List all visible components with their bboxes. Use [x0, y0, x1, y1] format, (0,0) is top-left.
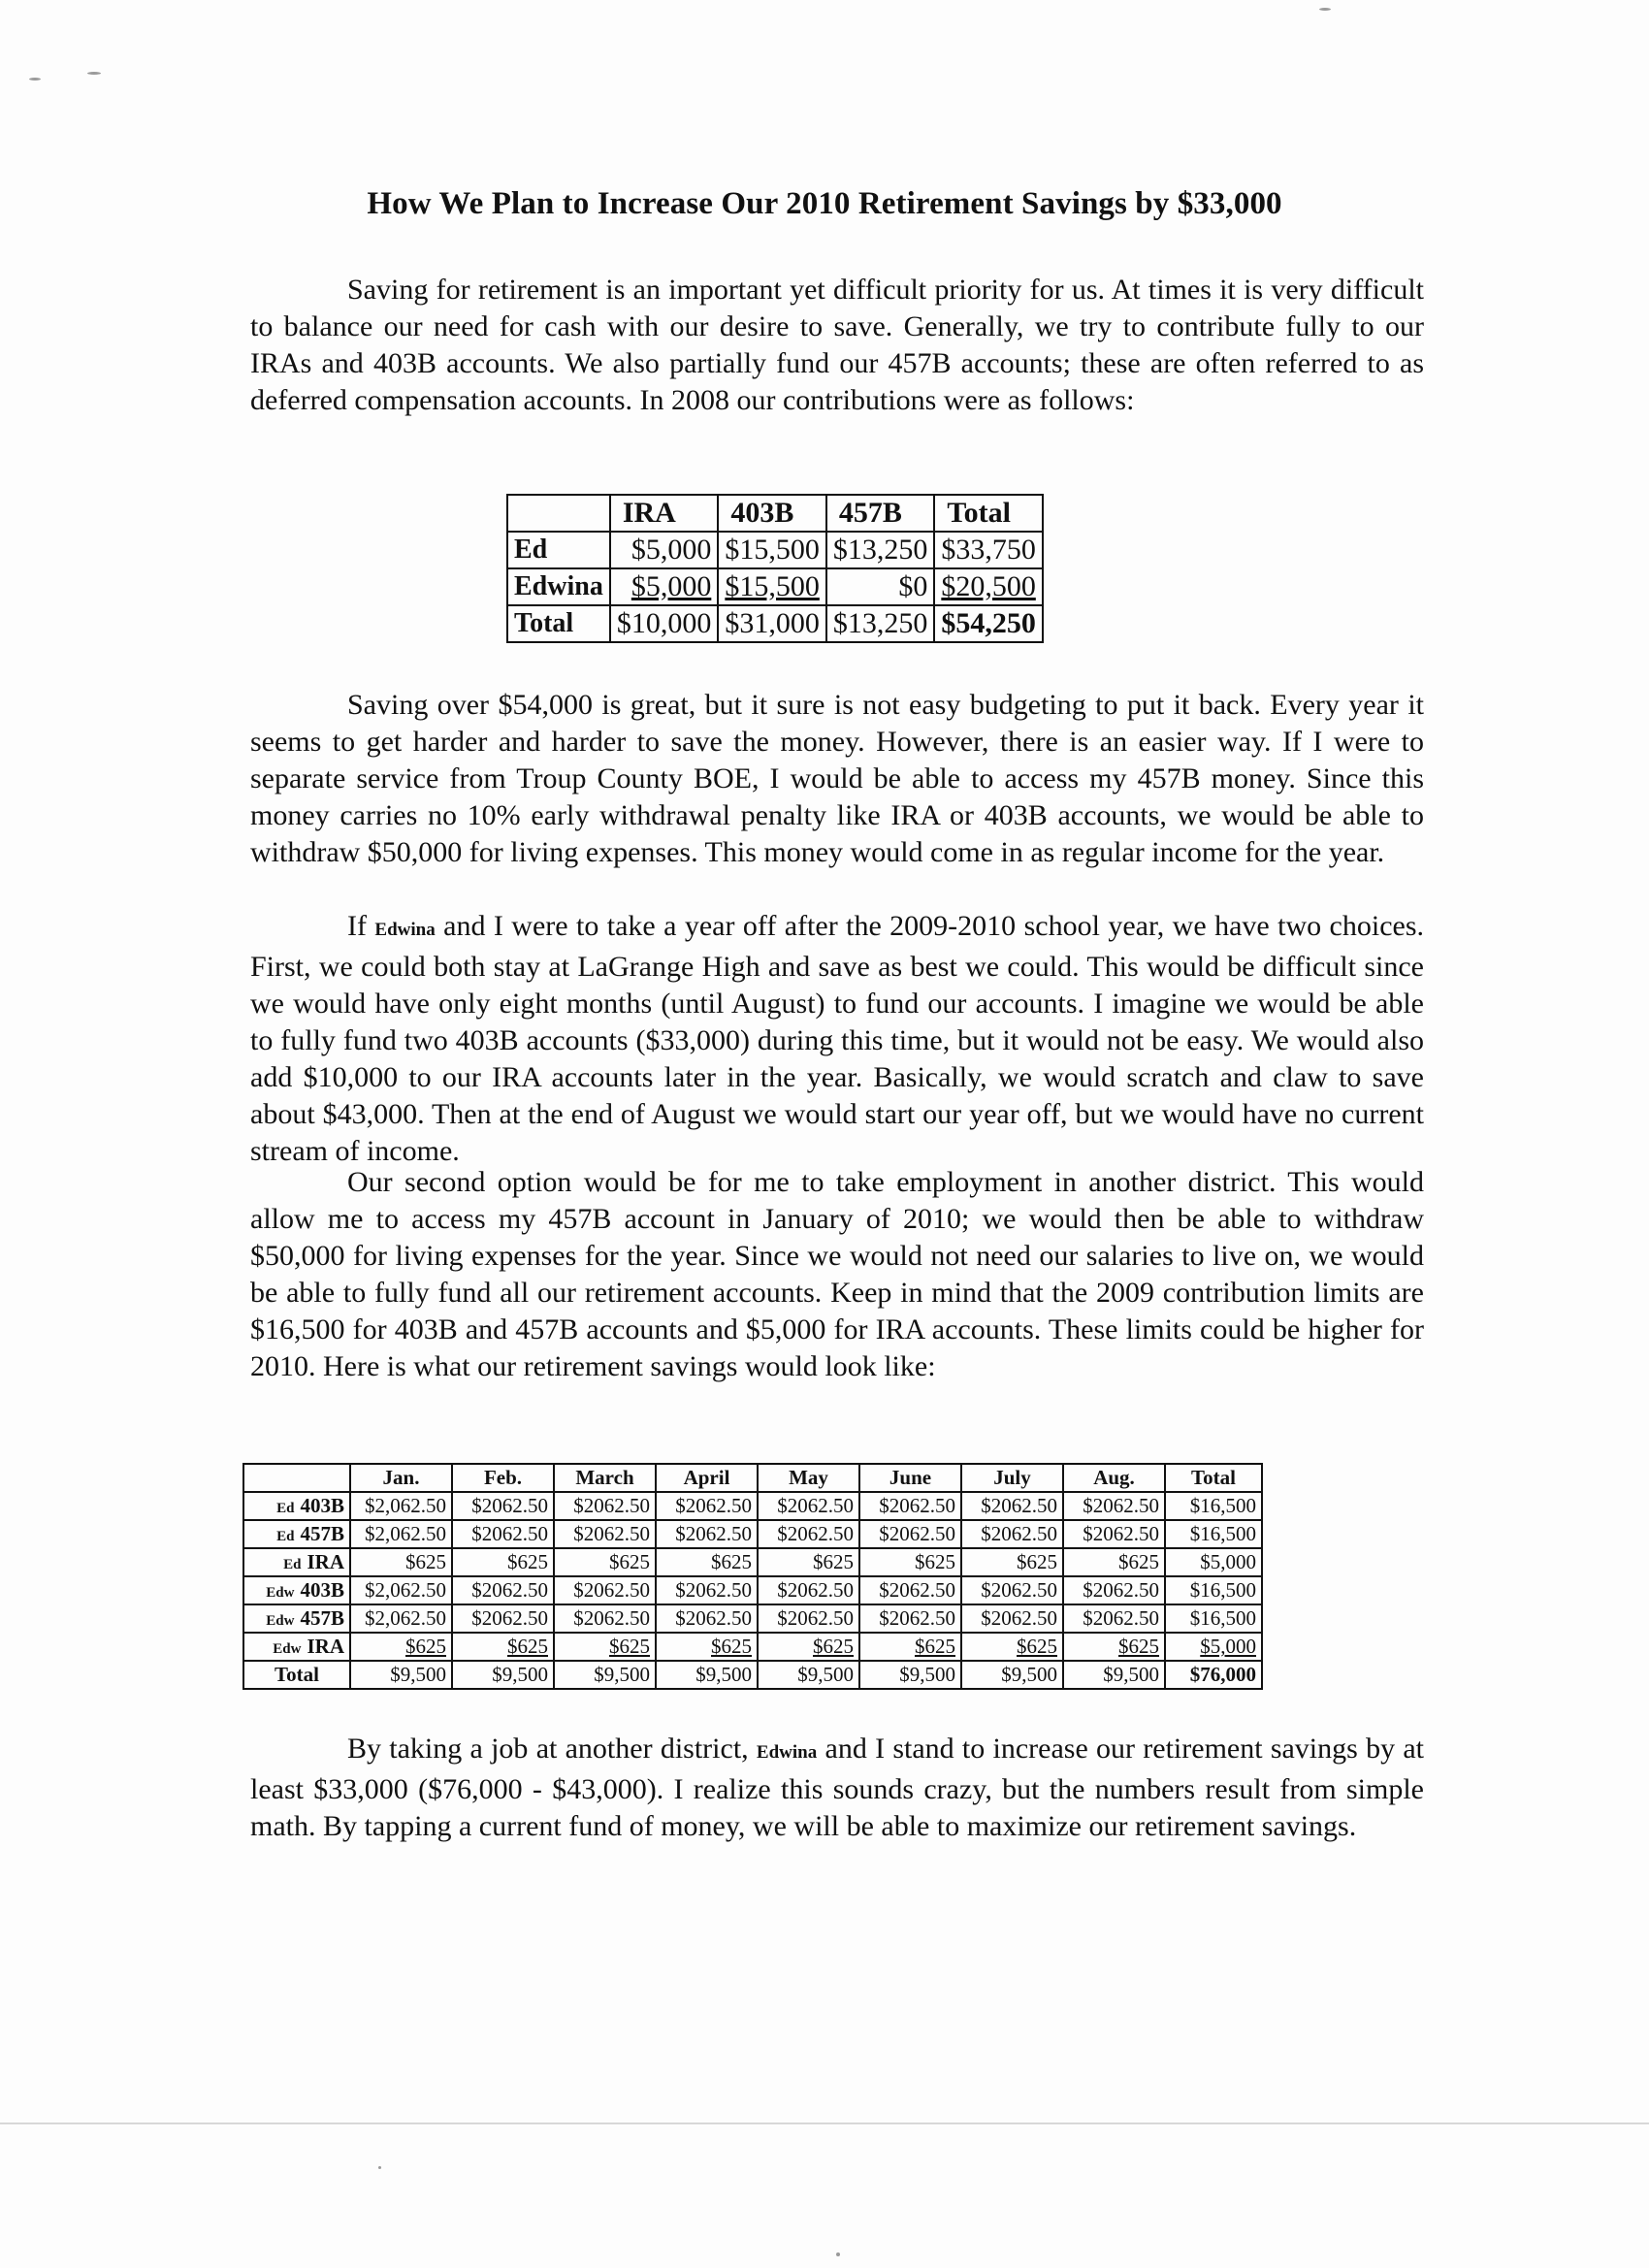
table-cell	[452, 1520, 554, 1548]
cell-value: $54,250	[941, 607, 1036, 639]
row-label	[243, 1633, 350, 1661]
cell-value: $16,500	[1189, 1578, 1256, 1602]
table-row	[243, 1520, 1262, 1548]
table-cell	[859, 1633, 961, 1661]
row-owner: Edw	[266, 1585, 295, 1601]
column-header: April	[656, 1464, 758, 1492]
table-cell	[452, 1548, 554, 1576]
table-cell	[452, 1492, 554, 1520]
cell-value: $2062.50	[981, 1606, 1057, 1630]
cell-value: $5,000	[630, 534, 712, 566]
cell-value: $625	[405, 1550, 446, 1573]
cell-value: $625	[609, 1550, 650, 1573]
table-cell	[758, 1492, 859, 1520]
cell-value: $625	[405, 1635, 446, 1658]
table-cell	[1063, 1576, 1165, 1604]
cell-value: $2062.50	[573, 1606, 650, 1630]
column-header: Total	[1165, 1464, 1262, 1492]
cell-value: $2,062.50	[365, 1578, 446, 1602]
speck	[87, 72, 101, 75]
table-cell	[718, 532, 826, 568]
table-cell	[758, 1604, 859, 1633]
table-cell	[859, 1548, 961, 1576]
row-account: 457B	[300, 1522, 344, 1545]
table-cell	[1165, 1633, 1262, 1661]
cell-value: $2062.50	[777, 1606, 854, 1630]
cell-value: $2062.50	[675, 1522, 752, 1545]
table-cell	[961, 1633, 1063, 1661]
column-header: Feb.	[452, 1464, 554, 1492]
table-cell	[350, 1604, 452, 1633]
text-segment: By taking a job at another district,	[347, 1733, 757, 1765]
row-account: 403B	[300, 1578, 344, 1602]
table-cell	[554, 1492, 656, 1520]
column-header	[243, 1464, 350, 1492]
table-cell	[1063, 1492, 1165, 1520]
cell-value: $13,250	[832, 534, 928, 566]
table-cell	[859, 1492, 961, 1520]
row-owner: Ed	[276, 1501, 295, 1516]
table-cell	[934, 605, 1043, 642]
column-header: Jan.	[350, 1464, 452, 1492]
cell-value: $625	[1118, 1635, 1159, 1658]
table-cell: $9,500	[452, 1661, 554, 1689]
cell-value: $2062.50	[981, 1578, 1057, 1602]
row-account: IRA	[307, 1550, 344, 1573]
table-cell	[554, 1520, 656, 1548]
table-cell	[656, 1520, 758, 1548]
table-cell	[656, 1492, 758, 1520]
cell-value: $33,750	[941, 534, 1036, 566]
table-cell: $9,500	[859, 1661, 961, 1689]
paragraph-two-choices	[250, 908, 1424, 1170]
cell-value: $625	[711, 1635, 752, 1658]
cell-value: $16,500	[1189, 1606, 1256, 1630]
cell-value: $2062.50	[675, 1578, 752, 1602]
cell-value: $2062.50	[573, 1522, 650, 1545]
row-owner: Ed	[283, 1557, 302, 1572]
table-cell	[656, 1576, 758, 1604]
table-cell: $9,500	[656, 1661, 758, 1689]
table-cell	[554, 1576, 656, 1604]
table-cell	[1063, 1548, 1165, 1576]
table-cell	[718, 605, 826, 642]
column-header: Total	[934, 495, 1043, 532]
table-cell	[859, 1520, 961, 1548]
row-label	[243, 1492, 350, 1520]
table-cell: $9,500	[350, 1661, 452, 1689]
fold-line	[0, 2122, 1649, 2124]
table-cell	[1165, 1604, 1262, 1633]
row-owner: Edw	[273, 1641, 302, 1657]
table-cell	[1063, 1633, 1165, 1661]
table-cell	[656, 1548, 758, 1576]
cell-value: $2062.50	[471, 1578, 548, 1602]
table-row	[507, 532, 1043, 568]
cell-value: $2,062.50	[365, 1522, 446, 1545]
table-cell	[656, 1633, 758, 1661]
cell-value: $31,000	[725, 607, 820, 639]
cell-value: $625	[813, 1635, 854, 1658]
table-cell	[350, 1633, 452, 1661]
row-label: Total	[507, 605, 610, 642]
cell-value: $2062.50	[1083, 1578, 1159, 1602]
cell-value: $10,000	[616, 607, 712, 639]
column-header: March	[554, 1464, 656, 1492]
cell-value: $2,062.50	[365, 1494, 446, 1517]
table-cell	[1165, 1492, 1262, 1520]
table-cell	[452, 1604, 554, 1633]
cell-value: $5,000	[1200, 1550, 1256, 1573]
cell-value: $625	[915, 1635, 955, 1658]
table-cell	[758, 1576, 859, 1604]
table-cell	[758, 1548, 859, 1576]
table-cell	[961, 1548, 1063, 1576]
table-cell	[934, 532, 1043, 568]
cell-value: $625	[507, 1550, 548, 1573]
table-cell	[718, 568, 826, 605]
table-row	[243, 1492, 1262, 1520]
cell-value: $2,062.50	[365, 1606, 446, 1630]
cell-value: $2062.50	[675, 1606, 752, 1630]
table-row	[243, 1548, 1262, 1576]
cell-value: $2062.50	[777, 1522, 854, 1545]
table-cell: $9,500	[1063, 1661, 1165, 1689]
row-owner: Ed	[276, 1529, 295, 1544]
table-cell	[961, 1520, 1063, 1548]
table-cell	[554, 1604, 656, 1633]
row-label: Ed	[507, 532, 610, 568]
paragraph-conclusion	[250, 1731, 1424, 1845]
name-edwina: Edwina	[756, 1742, 818, 1763]
table-cell	[826, 605, 935, 642]
column-header: Aug.	[1063, 1464, 1165, 1492]
cell-value: $16,500	[1189, 1522, 1256, 1545]
text-segment: If	[347, 910, 375, 942]
table-header-row	[507, 495, 1043, 532]
cell-value: $20,500	[941, 570, 1036, 602]
table-cell	[610, 532, 719, 568]
table-cell	[1165, 1576, 1262, 1604]
cell-value: $2062.50	[1083, 1494, 1159, 1517]
cell-value: $625	[609, 1635, 650, 1658]
row-owner: Edw	[266, 1613, 295, 1629]
intro-paragraph: Saving for retirement is an important yet difficult priority for us. At times it is very difficult to balance our need for cash with our desire to save. Generally, we try to contribute fully to our IRAs and 403B accounts. We also partially fund our 457B accounts; these are often referred to as deferred compensation accounts. In 2008 our contributions were as follows:	[250, 274, 1424, 416]
table-cell	[961, 1576, 1063, 1604]
table-cell: $76,000	[1165, 1661, 1262, 1689]
savings-2010-table	[242, 1463, 1263, 1690]
row-label: Edwina	[507, 568, 610, 605]
paragraph-second-option: Our second option would be for me to take employment in another district. This would allow me to access my 457B account in January of 2010; we would then be able to withdraw $50,000 for living expenses for the year. Since we would not need our salaries to live on, we would be able to fully fund all our retirement accounts. Keep in mind that the 2009 contribution limits are $16,500 for 403B and 457B accounts and $5,000 for IRA accounts. These limits could be higher for 2010. Here is what our retirement savings would look like:	[250, 1166, 1424, 1382]
cell-value: $2062.50	[675, 1494, 752, 1517]
cell-value: $625	[813, 1550, 854, 1573]
cell-value: $5,000	[630, 570, 712, 602]
table-cell	[826, 532, 935, 568]
contributions-2008-table	[506, 494, 1044, 643]
table-cell	[1165, 1548, 1262, 1576]
column-header	[507, 495, 610, 532]
table-cell	[961, 1492, 1063, 1520]
cell-value: $2062.50	[471, 1522, 548, 1545]
table-cell	[758, 1520, 859, 1548]
page-title: How We Plan to Increase Our 2010 Retirement Savings by $33,000	[367, 186, 1282, 221]
paragraph-easier-way: Saving over $54,000 is great, but it sure is not easy budgeting to put it back. Every year it seems to get harder and harder to save the money. However, there is an easier way. If I were to separate service from Troup County BOE, I would be able to access my 457B money. Since this money carries no 10% early withdrawal penalty like IRA or 403B accounts, we would be able to withdraw $50,000 for living expenses. This money would come in as regular income for the year.	[250, 689, 1424, 868]
cell-value: $625	[1118, 1550, 1159, 1573]
table-cell	[610, 605, 719, 642]
table-row	[507, 568, 1043, 605]
cell-value: $625	[711, 1550, 752, 1573]
row-label	[243, 1576, 350, 1604]
cell-value: $2062.50	[471, 1606, 548, 1630]
cell-value: $16,500	[1189, 1494, 1256, 1517]
name-edwina: Edwina	[374, 920, 436, 940]
column-header: June	[859, 1464, 961, 1492]
table-cell: $9,500	[961, 1661, 1063, 1689]
table-cell	[452, 1576, 554, 1604]
cell-value: $2062.50	[1083, 1522, 1159, 1545]
table-cell	[1063, 1604, 1165, 1633]
column-header: July	[961, 1464, 1063, 1492]
table-cell	[350, 1576, 452, 1604]
speck	[1319, 8, 1331, 11]
table-cell	[610, 568, 719, 605]
table-row	[243, 1604, 1262, 1633]
cell-value: $15,500	[725, 534, 820, 566]
table-cell	[826, 568, 935, 605]
row-account: 457B	[300, 1606, 344, 1630]
table-cell	[934, 568, 1043, 605]
table-cell	[452, 1633, 554, 1661]
cell-value: $2062.50	[879, 1578, 955, 1602]
speck	[29, 78, 41, 81]
table-cell	[961, 1604, 1063, 1633]
table-cell	[758, 1633, 859, 1661]
cell-value: $2062.50	[777, 1494, 854, 1517]
table-cell	[350, 1520, 452, 1548]
cell-value: $2062.50	[879, 1494, 955, 1517]
table-cell	[1165, 1520, 1262, 1548]
cell-value: $2062.50	[573, 1494, 650, 1517]
speck	[378, 2166, 381, 2169]
cell-value: $2062.50	[471, 1494, 548, 1517]
row-label	[243, 1604, 350, 1633]
table-cell	[350, 1548, 452, 1576]
row-account: 403B	[300, 1494, 344, 1517]
cell-value: $625	[507, 1635, 548, 1658]
row-label	[243, 1548, 350, 1576]
row-label: Total	[243, 1661, 350, 1689]
cell-value: $2062.50	[777, 1578, 854, 1602]
cell-value: $625	[1017, 1635, 1057, 1658]
table-row	[507, 605, 1043, 642]
row-account: IRA	[307, 1635, 344, 1658]
table-header-row	[243, 1464, 1262, 1492]
table-cell: $9,500	[758, 1661, 859, 1689]
table-total-row	[243, 1661, 1262, 1689]
table-row	[243, 1633, 1262, 1661]
cell-value: $2062.50	[981, 1522, 1057, 1545]
cell-value: $5,000	[1200, 1635, 1256, 1658]
table-cell	[1063, 1520, 1165, 1548]
column-header: 457B	[826, 495, 935, 532]
cell-value: $2062.50	[1083, 1606, 1159, 1630]
cell-value: $15,500	[725, 570, 820, 602]
table-cell	[554, 1633, 656, 1661]
cell-value: $625	[1017, 1550, 1057, 1573]
text-segment: and I were to take a year off after the 2009-2010 school year, we have two choices. First, we could both stay at LaGrange High and save as best we could. This would be difficult since we would have only eight months (until August) to fund our accounts. I imagine we would be able to fully fund two 403B accounts ($33,000) during this time, but it would not be easy. We would also add $10,000 to our IRA accounts later in the year. Basically, we would scratch and claw to save about $43,000. Then at the end of August we would start our year off, but we would have no current stream of income.	[250, 910, 1424, 1167]
table-cell	[350, 1492, 452, 1520]
table-cell	[859, 1604, 961, 1633]
cell-value: $2062.50	[573, 1578, 650, 1602]
column-header: May	[758, 1464, 859, 1492]
table-cell	[554, 1548, 656, 1576]
table-cell	[859, 1576, 961, 1604]
cell-value: $625	[915, 1550, 955, 1573]
cell-value: $2062.50	[879, 1522, 955, 1545]
cell-value: $2062.50	[879, 1606, 955, 1630]
column-header: IRA	[610, 495, 719, 532]
cell-value: $2062.50	[981, 1494, 1057, 1517]
table-row	[243, 1576, 1262, 1604]
table-cell	[656, 1604, 758, 1633]
cell-value: $0	[898, 570, 928, 602]
speck	[836, 2252, 840, 2256]
row-label	[243, 1520, 350, 1548]
cell-value: $13,250	[832, 607, 928, 639]
table-cell: $9,500	[554, 1661, 656, 1689]
column-header: 403B	[718, 495, 826, 532]
text-segment: and I stand to increase our retirement savings by at least $33,000 ($76,000 - $43,000). I realize this sounds crazy, but the numbers result from simple math. By tapping a current fund of money, we will be able to maximize our retirement savings.	[250, 1733, 1424, 1842]
